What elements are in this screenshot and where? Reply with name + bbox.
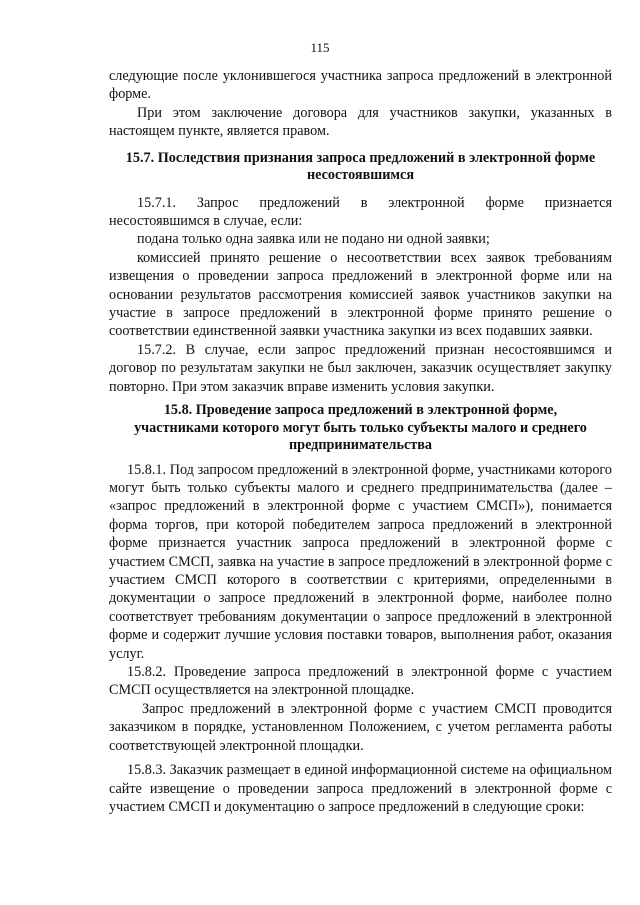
paragraph: 15.7.1. Запрос предложений в электронной форме признается несостоявшимся в случае, если: [109,194,612,230]
paragraph: 15.8.2. Проведение запроса предложений в электронной форме с участием СМСП осуществляется на электронной площадке. [109,664,612,699]
paragraph: 15.8.1. Под запросом предложений в электронной форме, участниками которого могут быть только субъекты малого и среднего предпринимательства (далее – «запрос предложений в электронной форме с участием СМСП»), понимается форма торгов, при которой победителем запроса предложений в электронной форме признается участник запроса предложений в электронной форме с участием СМСП, заявка на участие в запросе предложений в электронной форме с участием СМСП которого в соответствии с критериями, определенными в документации о запросе предложений в электронной форме, наиболее полно соответствует требованиям документации о запросе предложений в электронной форме и содержит лучшие условия поставки товаров, выполнения работ, оказания услуг. [109,461,612,662]
paragraph: Запрос предложений в электронной форме с участием СМСП проводится заказчиком в порядке, установленном Положением, с учетом регламента работы соответствующей электронной площадки. [109,700,612,754]
section-heading-15-8: 15.8. Проведение запроса предложений в электронной форме, участниками которого могут быть только субъекты малого и среднего предпринимательства [134,402,587,454]
paragraph: следующие после уклонившегося участника запроса предложений в электронной форме. [109,68,612,103]
section-heading-15-7: 15.7. Последствия признания запроса предложений в электронной форме несостоявшимся [125,149,596,184]
paragraph: 15.7.2. В случае, если запрос предложений признан несостоявшимся и договор по результатам закупки не был заключен, заказчик осуществляет закупку повторно. При этом заказчик вправе изменить условия закупки. [109,341,612,395]
paragraph: При этом заключение договора для участников закупки, указанных в настоящем пункте, является правом. [109,104,612,140]
paragraph: 15.8.3. Заказчик размещает в единой информационной системе на официальном сайте извещение о проведении запроса предложений в электронной форме с участием СМСП и документацию о запросе предложений в следующие сроки: [109,762,612,815]
list-item: комиссией принято решение о несоответствии всех заявок требованиям извещения о проведении запроса предложений в электронной форме или на основании результатов рассмотрения комиссией заявок участников закупки на участие в запросе предложений в электронной форме принято решение о соответствии единственной заявки участника закупки из всех подавших заявки. [109,249,612,340]
page-number: 115 [310,40,330,55]
document-body [109,0,612,816]
list-item: подана только одна заявка или не подано ни одной заявки; [137,231,490,248]
